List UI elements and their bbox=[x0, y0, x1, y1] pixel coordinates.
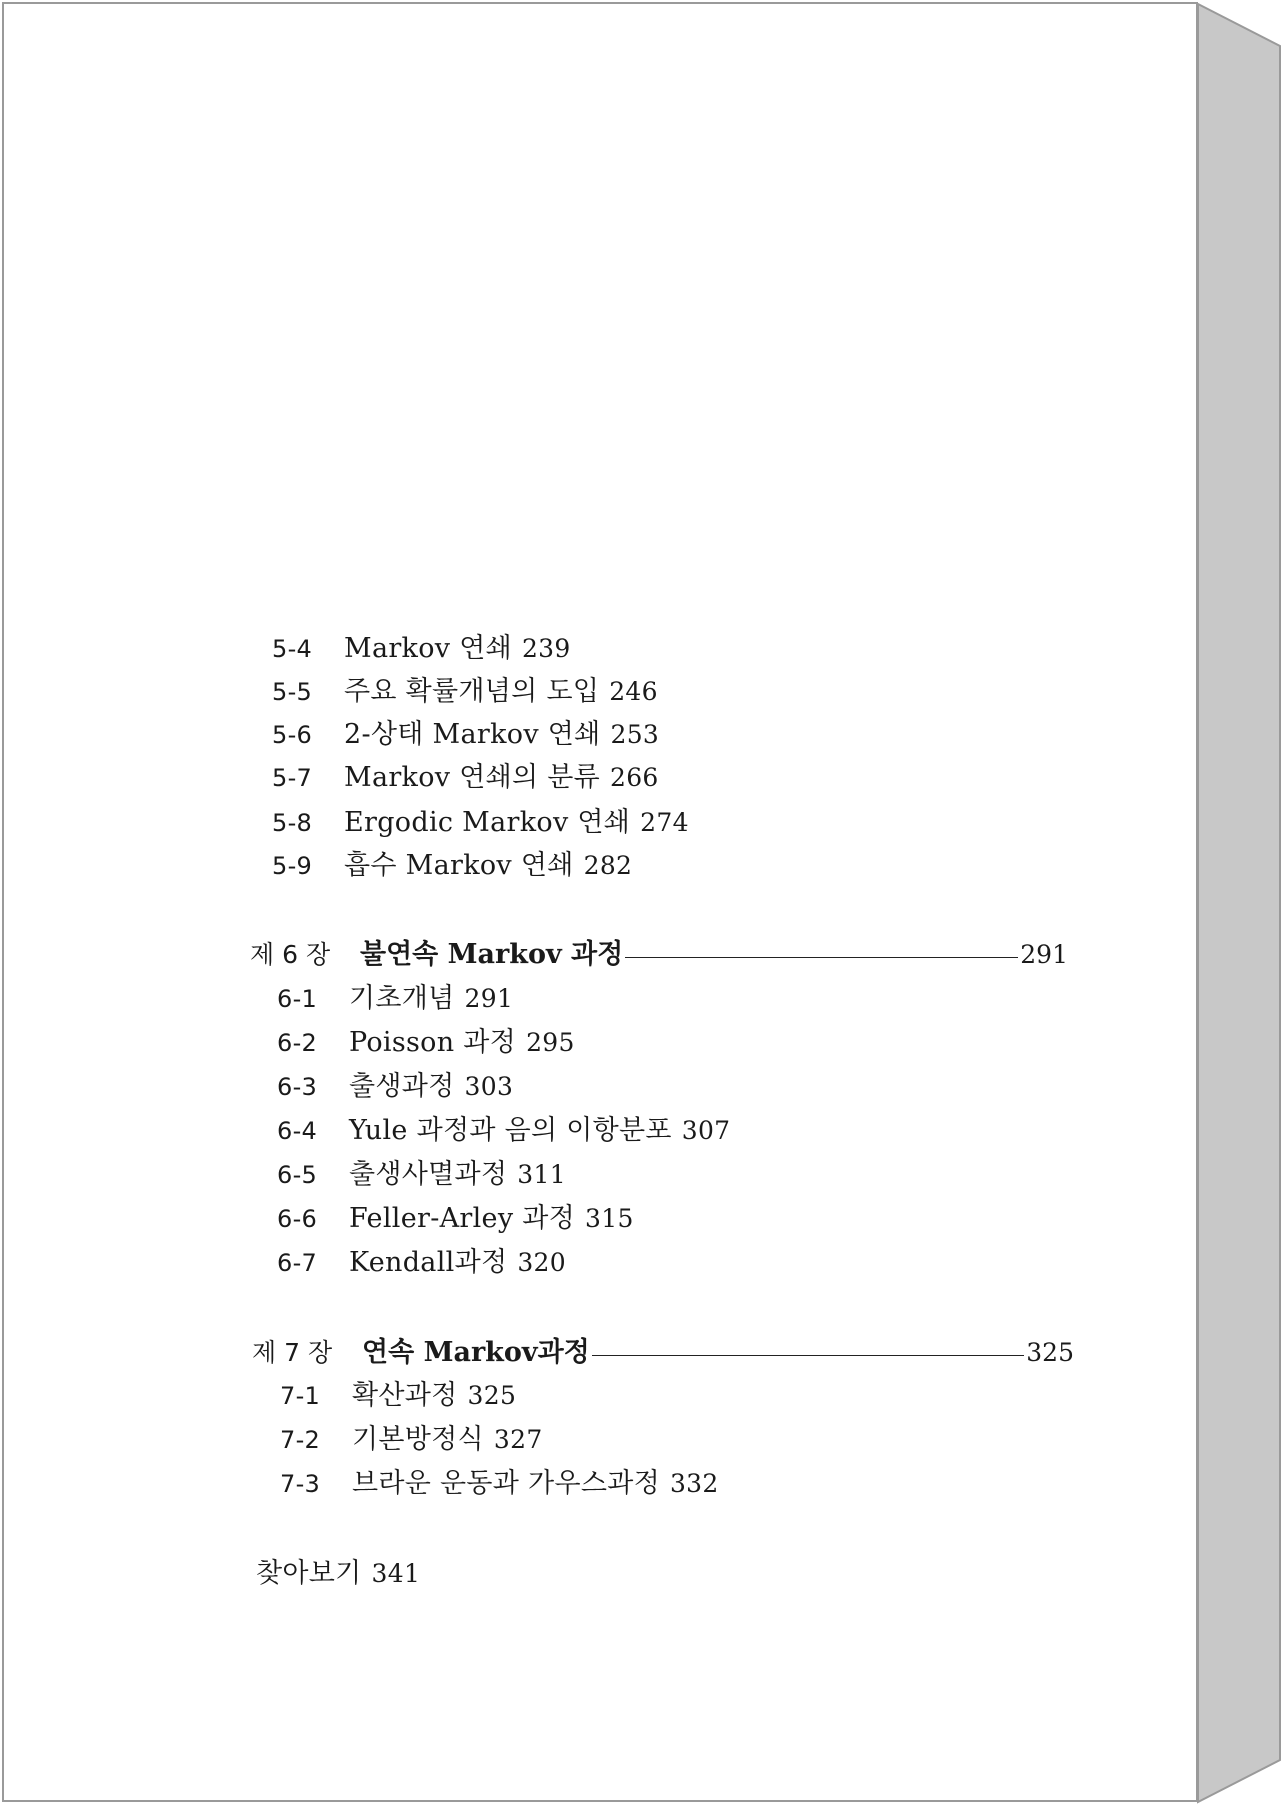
section-title: 주요 확률개념의 도입 bbox=[344, 676, 600, 707]
chapter-page: 325 bbox=[1026, 1338, 1074, 1367]
section-number: 5-7 bbox=[272, 764, 313, 792]
section-number: 6-6 bbox=[277, 1205, 318, 1233]
section-title: Markov 연쇄의 분류 bbox=[344, 762, 600, 793]
toc-entry bbox=[277, 1202, 634, 1236]
index-page: 341 bbox=[371, 1559, 421, 1588]
section-title: Yule 과정과 음의 이항분포 bbox=[349, 1115, 672, 1146]
toc-entry bbox=[277, 1158, 566, 1192]
toc-entry bbox=[277, 1246, 566, 1280]
leader-line bbox=[625, 957, 1018, 958]
section-page: 266 bbox=[610, 763, 659, 792]
section-title: Poisson 과정 bbox=[349, 1027, 517, 1058]
chapter-heading bbox=[252, 1336, 1074, 1370]
section-number: 5-5 bbox=[272, 678, 313, 706]
chapter-label: 제 7 장 bbox=[252, 1338, 333, 1367]
section-title: Ergodic Markov 연쇄 bbox=[344, 807, 631, 838]
section-page: 315 bbox=[585, 1204, 634, 1233]
section-number: 6-3 bbox=[277, 1073, 318, 1101]
toc-entry bbox=[272, 849, 632, 883]
section-page: 246 bbox=[609, 677, 658, 706]
section-title: 기본방정식 bbox=[352, 1424, 484, 1455]
section-page: 327 bbox=[493, 1425, 543, 1454]
toc-entry bbox=[280, 1379, 516, 1413]
chapter-title: 불연속 Markov 과정 bbox=[360, 939, 624, 970]
section-title: Feller-Arley 과정 bbox=[349, 1203, 576, 1234]
section-number: 5-6 bbox=[272, 721, 313, 749]
section-title: Markov 연쇄 bbox=[344, 633, 512, 664]
section-number: 6-5 bbox=[277, 1161, 318, 1189]
toc-entry bbox=[280, 1467, 719, 1501]
section-title: Kendall과정 bbox=[349, 1247, 508, 1278]
toc-entry bbox=[272, 632, 571, 666]
chapter-label: 제 6 장 bbox=[250, 940, 331, 969]
section-number: 7-2 bbox=[280, 1426, 321, 1454]
section-number: 5-4 bbox=[272, 635, 313, 663]
section-number: 6-2 bbox=[277, 1029, 318, 1057]
section-page: 274 bbox=[640, 808, 689, 837]
index-title: 찾아보기 bbox=[256, 1558, 362, 1589]
section-number: 6-4 bbox=[277, 1117, 318, 1145]
section-page: 239 bbox=[521, 634, 571, 663]
section-title: 출생과정 bbox=[349, 1071, 455, 1102]
section-page: 307 bbox=[681, 1116, 731, 1145]
index-entry bbox=[256, 1557, 420, 1591]
toc-entry bbox=[272, 806, 689, 840]
section-page: 332 bbox=[669, 1469, 719, 1498]
leader-line bbox=[592, 1355, 1025, 1356]
toc-entry bbox=[272, 761, 659, 795]
section-page: 320 bbox=[517, 1248, 566, 1277]
toc-entry bbox=[277, 1114, 730, 1148]
section-page: 253 bbox=[610, 720, 660, 749]
toc-entry bbox=[277, 1070, 513, 1104]
toc-entry bbox=[277, 982, 513, 1016]
section-title: 출생사멸과정 bbox=[349, 1159, 508, 1190]
section-number: 6-1 bbox=[277, 985, 318, 1013]
section-title: 브라운 운동과 가우스과정 bbox=[352, 1468, 660, 1499]
toc-entry bbox=[272, 675, 658, 709]
chapter-heading bbox=[250, 938, 1068, 972]
toc-entry bbox=[277, 1026, 575, 1060]
toc-entry bbox=[272, 718, 659, 752]
section-title: 흡수 Markov 연쇄 bbox=[344, 850, 574, 881]
section-title: 기초개념 bbox=[349, 983, 455, 1014]
section-number: 5-8 bbox=[272, 809, 313, 837]
section-number: 7-1 bbox=[280, 1382, 321, 1410]
section-number: 5-9 bbox=[272, 852, 313, 880]
section-number: 7-3 bbox=[280, 1470, 321, 1498]
chapter-page: 291 bbox=[1020, 940, 1068, 969]
section-title: 확산과정 bbox=[352, 1380, 458, 1411]
section-page: 295 bbox=[526, 1028, 575, 1057]
section-page: 311 bbox=[517, 1160, 566, 1189]
section-page: 325 bbox=[467, 1381, 517, 1410]
section-number: 6-7 bbox=[277, 1249, 318, 1277]
section-page: 282 bbox=[583, 851, 633, 880]
section-page: 303 bbox=[464, 1072, 514, 1101]
section-page: 291 bbox=[464, 984, 514, 1013]
chapter-title: 연속 Markov과정 bbox=[362, 1337, 590, 1368]
section-title: 2-상태 Markov 연쇄 bbox=[344, 719, 601, 750]
toc-entry bbox=[280, 1423, 543, 1457]
